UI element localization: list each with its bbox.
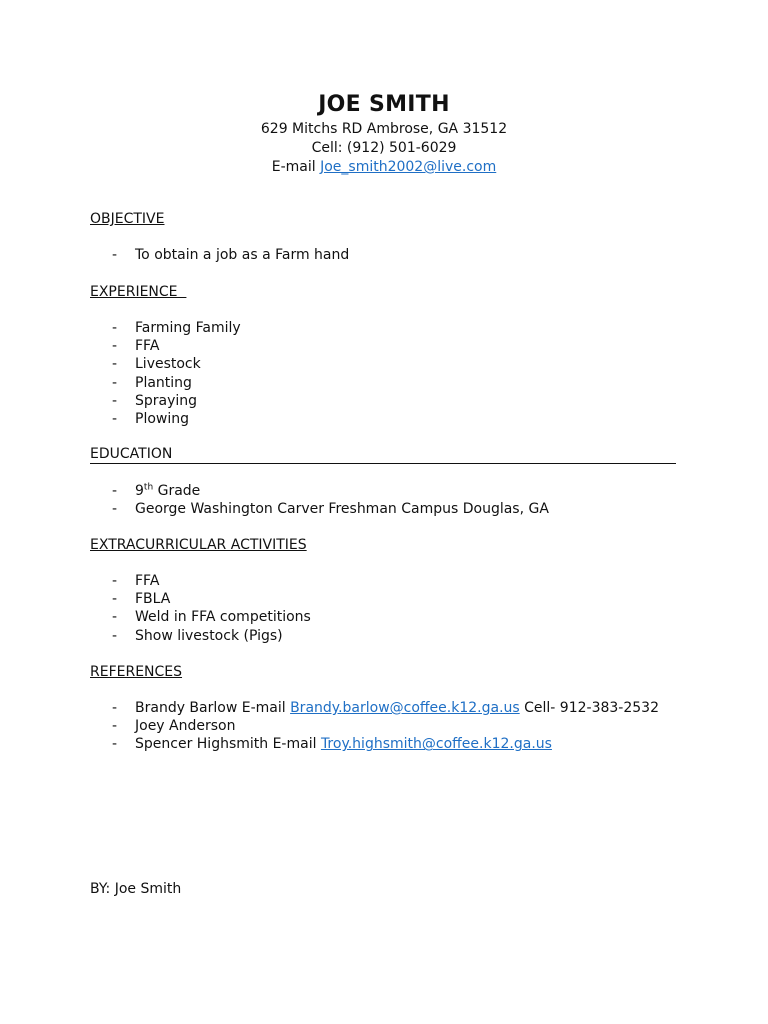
references-heading: REFERENCES <box>90 664 183 680</box>
list-dash: - <box>112 356 118 373</box>
list-dash: - <box>112 338 118 355</box>
experience-item: Plowing <box>135 411 189 428</box>
reference-name: Brandy Barlow E-mail <box>135 700 291 716</box>
applicant-name: JOE SMITH <box>318 92 450 117</box>
activity-item: FFA <box>135 573 160 589</box>
list-dash: - <box>112 411 118 428</box>
list-item <box>110 319 670 337</box>
education-list <box>110 482 670 518</box>
list-item <box>110 337 670 355</box>
experience-item: Livestock <box>135 356 201 373</box>
list-dash: - <box>112 609 118 626</box>
email-label: E-mail <box>271 159 321 175</box>
list-item <box>110 608 670 626</box>
list-item <box>110 699 670 717</box>
objective-list <box>110 246 670 264</box>
experience-list <box>110 319 670 428</box>
list-item <box>110 500 670 518</box>
email-line <box>0 158 768 177</box>
experience-heading: EXPERIENCE <box>90 284 187 300</box>
resume-header <box>0 90 768 177</box>
byline: BY: Joe Smith <box>90 881 182 897</box>
list-item <box>110 717 670 735</box>
list-dash: - <box>112 501 118 518</box>
grade-number: 9 <box>135 483 144 499</box>
experience-item: FFA <box>135 338 160 355</box>
experience-item: Spraying <box>135 392 198 409</box>
list-dash: - <box>112 573 118 589</box>
list-item <box>110 392 670 410</box>
grade-word: Grade <box>153 483 201 499</box>
school-name: George Washington Carver Freshman Campus Douglas, GA <box>135 501 549 518</box>
list-dash: - <box>112 591 118 608</box>
list-dash: - <box>112 374 118 391</box>
list-dash: - <box>112 483 118 499</box>
list-item <box>110 735 670 753</box>
references-list <box>110 699 670 754</box>
email-link[interactable]: Joe_smith2002@live.com <box>320 159 497 175</box>
education-heading: EDUCATION <box>90 446 676 464</box>
experience-item: Farming Family <box>135 320 241 336</box>
reference-name: Joey Anderson <box>135 718 236 735</box>
list-item <box>110 590 670 608</box>
grade-suffix: th <box>143 482 154 493</box>
extracurricular-heading: EXTRACURRICULAR ACTIVITIES <box>90 537 307 553</box>
list-dash: - <box>112 736 118 753</box>
extracurricular-list <box>110 572 670 645</box>
reference-email-link[interactable]: Brandy.barlow@coffee.k12.ga.us <box>290 700 520 716</box>
list-item <box>110 410 670 428</box>
list-item <box>110 572 670 590</box>
objective-text: To obtain a job as a Farm hand <box>135 247 350 263</box>
list-item <box>110 355 670 373</box>
list-item <box>110 374 670 392</box>
list-item <box>110 627 670 645</box>
list-dash: - <box>112 700 118 716</box>
list-item <box>110 246 670 264</box>
list-item <box>110 482 670 500</box>
activity-item: FBLA <box>135 591 171 608</box>
list-dash: - <box>112 320 118 336</box>
cell-phone: Cell: (912) 501-6029 <box>311 140 457 156</box>
reference-cell: Cell- 912-383-2532 <box>519 700 659 716</box>
reference-email-link[interactable]: Troy.highsmith@coffee.k12.ga.us <box>320 736 552 753</box>
list-dash: - <box>112 627 118 644</box>
reference-name: Spencer Highsmith E-mail <box>135 736 321 753</box>
list-dash: - <box>112 718 118 735</box>
objective-heading: OBJECTIVE <box>90 211 165 227</box>
experience-item: Planting <box>135 374 192 391</box>
activity-item: Weld in FFA competitions <box>135 609 311 626</box>
list-dash: - <box>112 247 118 263</box>
address: 629 Mitchs RD Ambrose, GA 31512 <box>260 121 508 137</box>
activity-item: Show livestock (Pigs) <box>135 627 283 644</box>
list-dash: - <box>112 392 118 409</box>
